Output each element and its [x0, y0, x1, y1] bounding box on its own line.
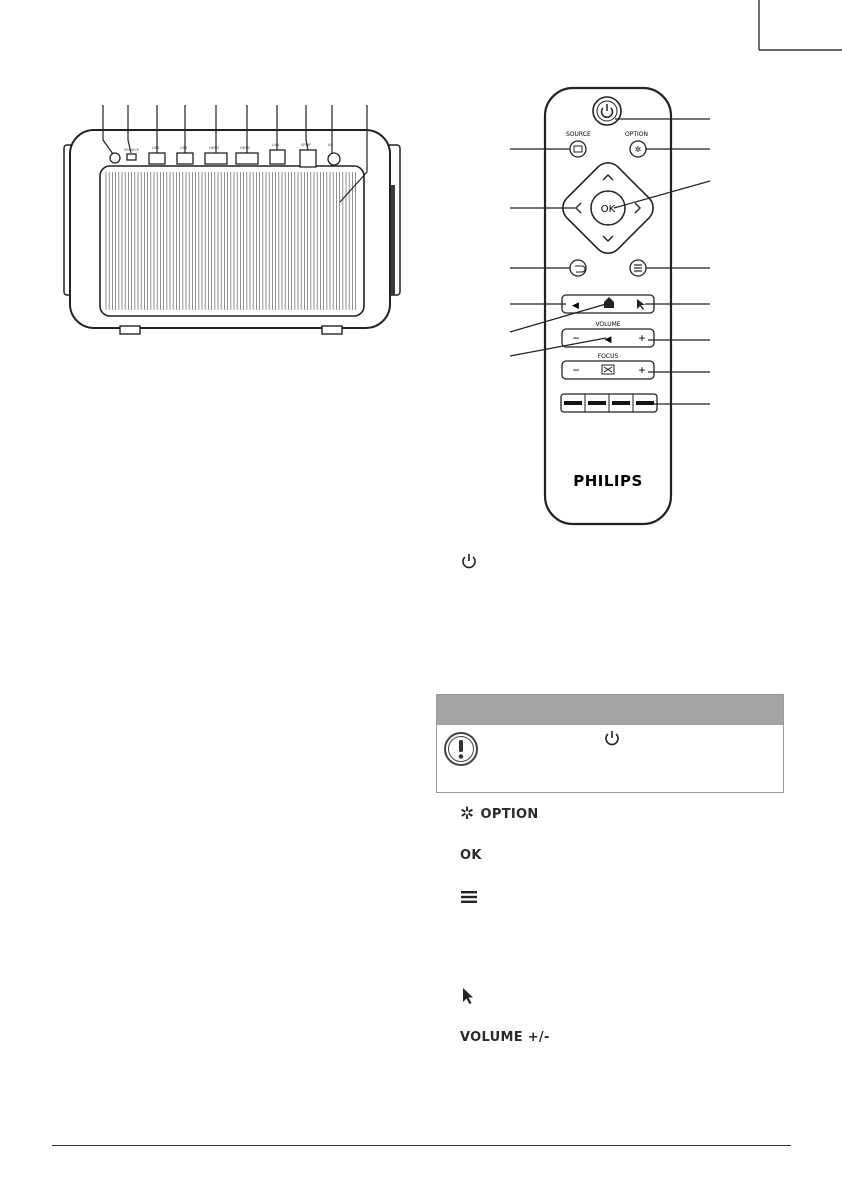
svg-text:◀: ◀ [572, 300, 579, 310]
port-label: USB [152, 146, 160, 150]
port-label: AV [328, 143, 333, 147]
port-label: HDMI [240, 146, 250, 150]
legend-pointer [460, 987, 476, 1005]
notice-box [436, 694, 784, 793]
projector-rear-illustration [56, 100, 416, 360]
power-icon [460, 552, 478, 570]
remote-brand-logo: PHILIPS [573, 472, 643, 490]
port-label: LAN [272, 143, 280, 147]
svg-text:+: + [638, 331, 646, 345]
svg-text:−: − [572, 363, 580, 377]
footer-rule [52, 1145, 791, 1146]
remote-power-button [593, 97, 621, 125]
port-label: USB [180, 146, 188, 150]
remote-ok-label: OK [600, 204, 616, 215]
svg-text:−: − [572, 331, 580, 345]
port-label: SERVICE [124, 148, 140, 152]
remote-focus-label: FOCUS [597, 353, 619, 360]
pointer-icon [460, 987, 476, 1005]
legend-volume-text: VOLUME +/- [460, 1030, 550, 1045]
remote-back-button [570, 260, 586, 276]
svg-text:✲: ✲ [634, 145, 642, 154]
gear-icon: ✲ [460, 804, 475, 824]
legend-volume [460, 1030, 550, 1045]
remote-control-illustration [500, 80, 720, 530]
remote-option-label: OPTION [625, 131, 648, 138]
port-label: HDMI [209, 146, 219, 150]
svg-text:+: + [638, 363, 646, 377]
legend-ok-text: OK [460, 848, 482, 863]
remote-source-button [570, 141, 586, 157]
remote-menu-button [630, 260, 646, 276]
menu-icon [460, 890, 478, 904]
remote-option-button [630, 141, 646, 157]
notice-header-bar [437, 695, 783, 725]
port-label: SPDIF [301, 143, 312, 147]
svg-text:◀: ◀ [604, 334, 612, 344]
legend-option-text: OPTION [480, 807, 539, 822]
remote-shortcut-keys [561, 394, 657, 412]
power-icon [603, 729, 621, 747]
exclamation-icon [443, 731, 479, 767]
remote-source-label: SOURCE [566, 131, 591, 138]
legend-power [460, 552, 478, 570]
remote-volume-label: VOLUME [595, 321, 621, 328]
legend-ok [460, 848, 482, 863]
legend-option [460, 806, 539, 823]
legend-menu [460, 890, 478, 904]
